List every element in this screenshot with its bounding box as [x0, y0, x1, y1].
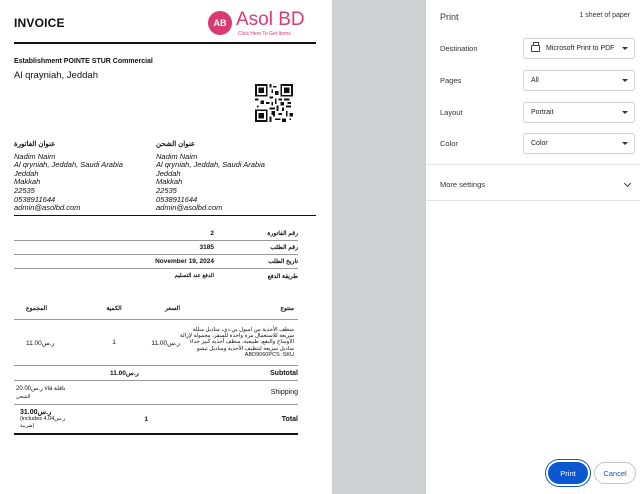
shipping-line: Nadim Naim — [156, 151, 198, 161]
meta-label: رقم الفاتورة — [267, 231, 298, 237]
layout-label: Layout — [440, 108, 463, 117]
pages-value: All — [531, 77, 539, 84]
item-description: منظف الأحذية من اسول بي دي، مناديل مبللة سريعة للاستعمال مرة واحدة للسفر، محمولة لإزالة الأوساخ والبقع، طبيعية، منظف أحذية كبير جداء مناديل سريعة لتنظيف الأحذية ومناديل تيشو — [180, 326, 294, 352]
shipping-line: admin@asolbd.com — [156, 203, 223, 213]
billing-heading: عنوان الفاتورة — [14, 141, 56, 148]
shipping-value-cell — [14, 385, 94, 401]
print-title: Print — [440, 12, 459, 22]
meta-divider — [14, 215, 316, 216]
meta-row — [14, 227, 298, 241]
col-total: المجموع — [26, 306, 47, 312]
invoice-title: INVOICE — [14, 16, 65, 30]
meta-label: طريقة الدفع — [267, 273, 298, 280]
chevron-down-icon — [622, 111, 628, 114]
meta-value: الدفع عند التسليم — [174, 273, 214, 279]
chevron-down-icon — [622, 142, 628, 145]
establishment-city: Al qrayniah, Jeddah — [14, 70, 98, 81]
table-row — [14, 320, 298, 366]
header-divider — [14, 42, 316, 44]
total-label: Total — [281, 415, 298, 423]
chevron-down-icon — [622, 79, 628, 82]
order-meta — [14, 227, 298, 283]
divider — [426, 164, 640, 165]
billing-line: admin@asolbd.com — [14, 203, 81, 213]
billing-line: Jeddah — [14, 168, 39, 178]
billing-line: Nadim Naim — [14, 151, 56, 161]
shipping-row — [14, 381, 298, 405]
meta-row — [14, 269, 298, 283]
shipping-line: Jeddah — [156, 168, 181, 178]
shipping-address — [156, 141, 296, 213]
subtotal-row — [14, 366, 298, 381]
layout-select[interactable] — [523, 102, 635, 123]
color-select[interactable] — [523, 133, 635, 154]
shipping-label: Shipping — [270, 389, 298, 396]
cancel-button[interactable]: Cancel — [594, 462, 636, 484]
qr-code — [255, 84, 293, 122]
pages-select[interactable] — [523, 70, 635, 91]
items-table — [14, 298, 298, 435]
printer-icon — [531, 45, 540, 52]
item-sku: ABD9060PCS :SKU — [244, 351, 294, 358]
meta-value: 3185 — [199, 244, 214, 251]
item-total: 11.00ر.س — [26, 339, 55, 347]
establishment-name: Establishment POINTE STUR Commercial — [14, 58, 153, 65]
chevron-down-icon[interactable] — [624, 180, 631, 187]
color-value: Color — [531, 140, 548, 147]
logo-text: Asol BD — [236, 9, 305, 30]
brand-logo — [208, 11, 318, 37]
destination-select[interactable] — [523, 38, 635, 59]
total-tax-label: ضريبة) — [20, 422, 35, 429]
billing-address — [14, 141, 144, 213]
shipping-line: Al qryniah, Jeddah, Saudi Arabia — [156, 160, 265, 170]
print-button[interactable]: Print — [548, 462, 588, 484]
more-settings-toggle[interactable]: More settings — [440, 180, 486, 189]
billing-line: Makkah — [14, 177, 41, 187]
shipping-heading: عنوان الشحن — [156, 141, 196, 148]
billing-line: 0538911644 — [14, 194, 56, 204]
pages-label: Pages — [440, 76, 462, 85]
item-price: 11.00ر.س — [151, 339, 180, 347]
total-tax-note: (includes 4.04ر.س — [20, 415, 66, 422]
preview-gutter — [332, 0, 426, 494]
print-settings-panel — [426, 0, 640, 494]
destination-value: Microsoft Print to PDF — [546, 45, 615, 52]
destination-label: Destination — [440, 44, 478, 53]
meta-row — [14, 255, 298, 269]
total-value-cell — [14, 409, 94, 430]
billing-line: 22535 — [14, 185, 35, 195]
subtotal-value: 11.00ر.س — [110, 370, 139, 377]
logo-tagline: Click Here To Get Items — [238, 31, 291, 37]
color-label: Color — [440, 139, 458, 148]
col-qty: الكمية — [106, 306, 122, 312]
shipping-value: 20.00ر.س via ناقلة — [16, 385, 66, 392]
total-qty: 1 — [144, 415, 148, 423]
meta-value: November 19, 2024 — [155, 258, 214, 265]
meta-label: تاريخ الطلب — [268, 259, 298, 265]
sheet-count: 1 sheet of paper — [579, 12, 630, 19]
total-row — [14, 405, 298, 435]
shipping-line: 0538911644 — [156, 194, 198, 204]
col-product: منتوج — [280, 306, 294, 312]
meta-value: 2 — [210, 230, 214, 237]
shipping-line: Makkah — [156, 177, 183, 187]
meta-row — [14, 241, 298, 255]
logo-mark: AB — [208, 11, 232, 35]
billing-line: Al qryniah, Jeddah, Saudi Arabia — [14, 160, 123, 170]
layout-value: Portrait — [531, 109, 554, 116]
chevron-down-icon — [622, 47, 628, 50]
shipping-line: 22535 — [156, 185, 177, 195]
shipping-note: الشحن — [16, 393, 31, 400]
col-price: السعر — [164, 306, 180, 312]
subtotal-label: Subtotal — [270, 369, 298, 377]
item-qty: 1 — [112, 339, 116, 346]
meta-label: رقم الطلب — [270, 245, 298, 251]
item-product — [180, 327, 298, 358]
items-header — [14, 298, 298, 320]
total-value: 31.00ر.س — [20, 408, 52, 416]
divider — [426, 200, 640, 201]
